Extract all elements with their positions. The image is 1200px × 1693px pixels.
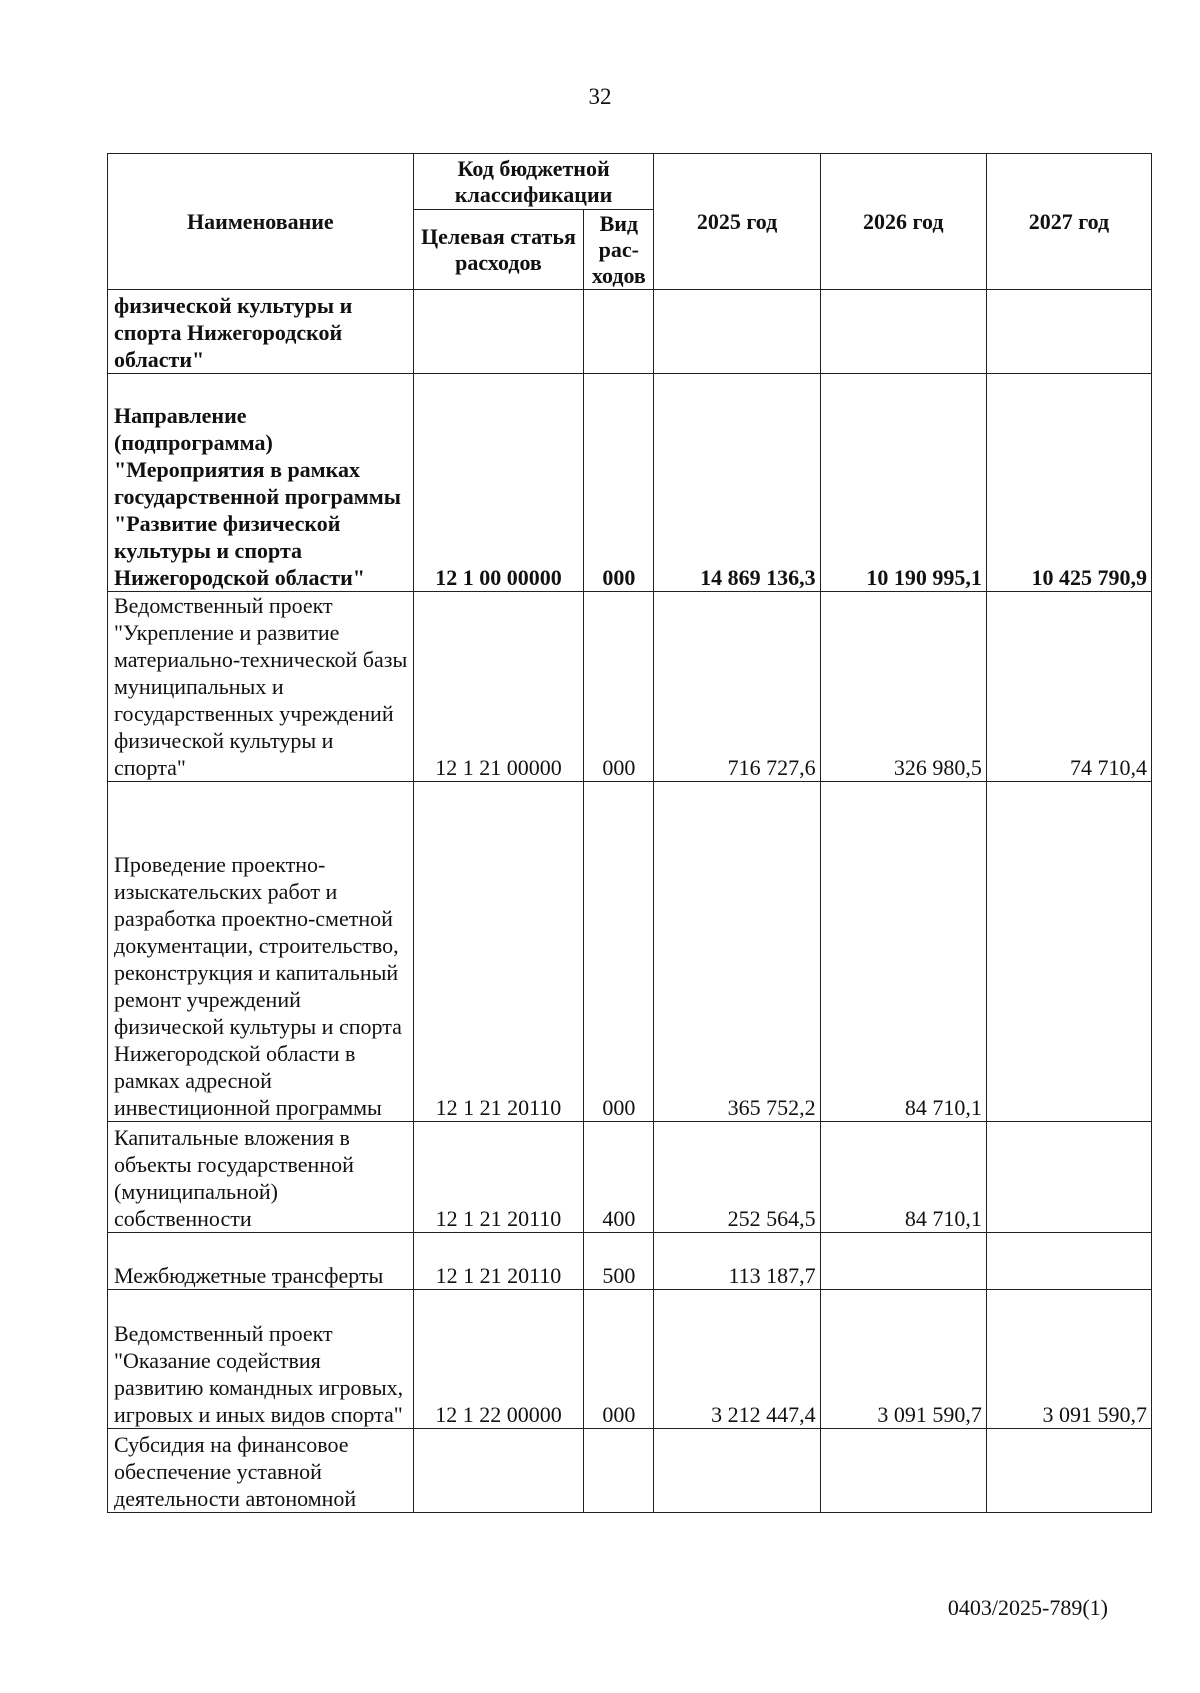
row-type: 400 bbox=[584, 1122, 654, 1233]
row-type: 000 bbox=[584, 782, 654, 1122]
row-code: 12 1 21 20110 bbox=[413, 1233, 583, 1290]
table-header bbox=[108, 154, 1152, 290]
row-type bbox=[584, 290, 654, 374]
row-2026: 10 190 995,1 bbox=[820, 374, 986, 592]
row-name: Направление (подпрограмма) "Мероприятия в рамках государственной программы "Развитие физической культуры и спорта Нижегородской области" bbox=[108, 374, 414, 592]
row-name: Ведомственный проект "Оказание содействия развитию командных игровых, игровых и иных видов спорта" bbox=[108, 1290, 414, 1429]
row-2026: 326 980,5 bbox=[820, 592, 986, 782]
row-type: 000 bbox=[584, 374, 654, 592]
row-type: 000 bbox=[584, 592, 654, 782]
row-2026: 84 710,1 bbox=[820, 1122, 986, 1233]
row-name: Межбюджетные трансферты bbox=[108, 1233, 414, 1290]
header-name: Наименование bbox=[108, 154, 414, 290]
row-code: 12 1 00 00000 bbox=[413, 374, 583, 592]
table-row bbox=[108, 1233, 1152, 1290]
row-code: 12 1 21 20110 bbox=[413, 782, 583, 1122]
row-2026: 3 091 590,7 bbox=[820, 1290, 986, 1429]
table-row bbox=[108, 1122, 1152, 1233]
header-2026: 2026 год bbox=[820, 154, 986, 290]
row-code: 12 1 21 20110 bbox=[413, 1122, 583, 1233]
row-2026 bbox=[820, 1233, 986, 1290]
header-expense-type: Вид рас-ходов bbox=[584, 210, 654, 290]
row-name: Ведомственный проект "Укрепление и развитие материально-технической базы муниципальных и государственных учреждений физической культуры и спорта" bbox=[108, 592, 414, 782]
row-code bbox=[413, 290, 583, 374]
row-code: 12 1 22 00000 bbox=[413, 1290, 583, 1429]
row-type: 000 bbox=[584, 1290, 654, 1429]
header-2025: 2025 год bbox=[654, 154, 820, 290]
row-name: физической культуры и спорта Нижегородской области" bbox=[108, 290, 414, 374]
row-type: 500 bbox=[584, 1233, 654, 1290]
row-2025: 252 564,5 bbox=[654, 1122, 820, 1233]
row-name: Проведение проектно-изыскательских работ и разработка проектно-сметной документации, строительство, реконструкция и капитальный ремонт учреждений физической культуры и спорта Нижегородской области в рамках адресной инвестиционной программы bbox=[108, 782, 414, 1122]
header-code-group: Код бюджетной классификации bbox=[413, 154, 654, 210]
document-id: 0403/2025-789(1) bbox=[947, 1595, 1108, 1620]
row-name: Субсидия на финансовое обеспечение уставной деятельности автономной bbox=[108, 1429, 414, 1513]
row-2027 bbox=[986, 290, 1151, 374]
row-2025 bbox=[654, 290, 820, 374]
row-2026 bbox=[820, 1429, 986, 1513]
row-2027 bbox=[986, 1233, 1151, 1290]
row-2027: 10 425 790,9 bbox=[986, 374, 1151, 592]
row-2027 bbox=[986, 782, 1151, 1122]
row-2025: 716 727,6 bbox=[654, 592, 820, 782]
table-row bbox=[108, 1290, 1152, 1429]
row-type bbox=[584, 1429, 654, 1513]
row-code bbox=[413, 1429, 583, 1513]
row-2026 bbox=[820, 290, 986, 374]
row-code: 12 1 21 00000 bbox=[413, 592, 583, 782]
table-row bbox=[108, 1429, 1152, 1513]
row-2027 bbox=[986, 1429, 1151, 1513]
row-2027 bbox=[986, 1122, 1151, 1233]
row-2025: 3 212 447,4 bbox=[654, 1290, 820, 1429]
page-number: 32 bbox=[588, 84, 612, 109]
table-row bbox=[108, 374, 1152, 592]
table-row bbox=[108, 592, 1152, 782]
header-2027: 2027 год bbox=[986, 154, 1151, 290]
row-2025: 113 187,7 bbox=[654, 1233, 820, 1290]
row-2026: 84 710,1 bbox=[820, 782, 986, 1122]
table-body bbox=[108, 290, 1152, 1513]
table-row bbox=[108, 290, 1152, 374]
row-2027: 3 091 590,7 bbox=[986, 1290, 1151, 1429]
table-row bbox=[108, 782, 1152, 1122]
row-2025 bbox=[654, 1429, 820, 1513]
row-name: Капитальные вложения в объекты государственной (муниципальной) собственности bbox=[108, 1122, 414, 1233]
budget-table bbox=[107, 153, 1152, 1513]
header-target-article: Целевая статья расходов bbox=[413, 210, 583, 290]
row-2025: 365 752,2 bbox=[654, 782, 820, 1122]
row-2027: 74 710,4 bbox=[986, 592, 1151, 782]
row-2025: 14 869 136,3 bbox=[654, 374, 820, 592]
